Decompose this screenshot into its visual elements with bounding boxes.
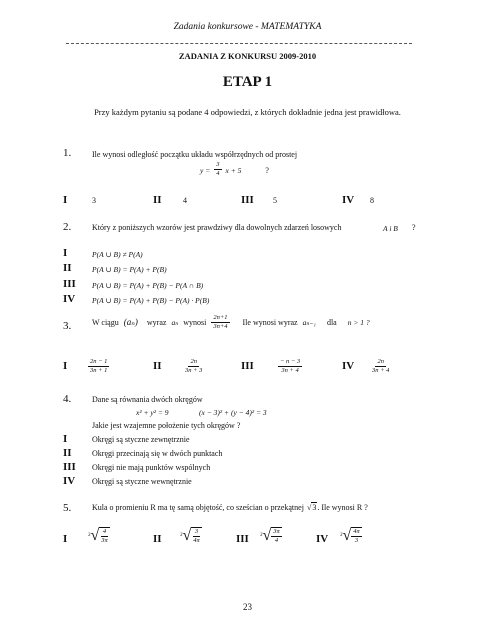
q2-answer-3: P(A ∪ B) = P(A) + P(B) − P(A ∩ B) (92, 281, 204, 290)
q1-fraction: $\frac{3}{4}$ (216, 160, 220, 177)
q5-roman-1: I (63, 533, 68, 545)
page-number: 23 (243, 602, 252, 612)
q2-question-mark: ? (412, 223, 416, 232)
q4-roman-2: II (63, 447, 72, 459)
q4-answer-4: Okręgi są styczne wewnętrznie (92, 477, 192, 486)
q2-answer-1: P(A ∪ B) ≠ P(A) (92, 250, 143, 259)
q5-answer-2: 3 √ $\frac{3}{4\pi}$ (180, 527, 200, 544)
q3-answer-4: $\frac{2n}{3n + 4}$ (372, 358, 390, 374)
q3-answer-1: $\frac{2n - 1}{3n + 1}$ (90, 358, 108, 374)
q3-text: W ciągu (aₙ) wyraz aₙ wynosi $\frac{2n+1}{3n+4}$ Ile wynosi wyraz aₙ₋₁ dla n > 1 ? (92, 314, 370, 330)
document-title: ZADANIA Z KONKURSU 2009-2010 (178, 51, 317, 61)
q3-answer-3: $\frac{- n - 3}{3n + 4}$ (280, 358, 301, 374)
q1-answer-1: 3 (92, 196, 96, 205)
q1-answer-4: 8 (370, 196, 374, 205)
q4-roman-4: IV (63, 475, 76, 487)
q5-answer-4: 3 √ $\frac{4\pi}{3}$ (340, 527, 360, 544)
q1-text: Ile wynosi odległość początku układu współrzędnych od prostej (92, 150, 298, 159)
q2-number: 2. (63, 221, 72, 233)
q2-roman-2: II (63, 262, 72, 274)
q2-answer-4: P(A ∪ B) = P(A) + P(B) − P(A) · P(B) (92, 296, 210, 305)
q1-roman-3: III (241, 194, 254, 206)
q5-roman-2: II (153, 533, 162, 545)
q4-text: Dane są równania dwóch okręgów (92, 395, 203, 404)
q2-roman-1: I (63, 247, 68, 259)
q3-answer-2: $\frac{2n}{3n + 3}$ (185, 358, 203, 374)
q1-roman-2: II (153, 194, 162, 206)
q1-roman-1: I (63, 194, 68, 206)
q4-roman-1: I (63, 433, 68, 445)
q4-question: Jakie jest wzajemne położenie tych okręgów ? (92, 421, 241, 430)
header-rule (66, 43, 412, 44)
q4-equation-2: (x − 3)² + (y − 4)² = 3 (199, 408, 267, 417)
q4-equation-1: x² + y² = 9 (136, 408, 169, 417)
q5-sqrt: √ 3 (306, 502, 317, 512)
q2-text: Który z poniższych wzorów jest prawdziwy dla dowolnych zdarzeń losowych (92, 223, 342, 232)
q1-answer-3: 5 (273, 196, 277, 205)
q5-roman-4: IV (316, 533, 329, 545)
q5-text: Kula o promieniu R ma tę samą objętość, co sześcian o przekątnej √ 3 . Ile wynosi R ? (92, 502, 368, 512)
q2-answer-2: P(A ∪ B) = P(A) + P(B) (92, 265, 167, 274)
instructions: Przy każdym pytaniu są podane 4 odpowiedzi, z których dokładnie jedna jest prawidłowa. (94, 107, 401, 117)
stage-title: ETAP 1 (222, 74, 273, 90)
q1-answer-2: 4 (183, 196, 187, 205)
q5-number: 5. (63, 502, 72, 514)
q4-answer-1: Okręgi są styczne zewnętrznie (92, 435, 190, 444)
q4-answer-2: Okręgi przecinają się w dwóch punktach (92, 449, 223, 458)
q2-variables: A i B (383, 224, 398, 233)
q5-roman-3: III (236, 533, 249, 545)
q5-answer-3: 3 √ $\frac{3\pi}{4}$ (260, 527, 280, 544)
q3-roman-3: III (241, 360, 254, 372)
q2-roman-4: IV (63, 293, 76, 305)
q4-number: 4. (63, 393, 72, 405)
q4-answer-3: Okręgi nie mają punktów wspólnych (92, 463, 211, 472)
q2-roman-3: III (63, 278, 76, 290)
q3-fraction: $\frac{2n+1}{3n+4}$ (213, 314, 228, 330)
q3-roman-1: I (63, 360, 68, 372)
q1-roman-4: IV (342, 194, 355, 206)
q3-number: 3. (63, 320, 72, 332)
q5-answer-1: 3 √ $\frac{4}{3\pi}$ (88, 527, 108, 544)
q3-roman-4: IV (342, 360, 355, 372)
q3-roman-2: II (153, 360, 162, 372)
q4-roman-3: III (63, 461, 76, 473)
q1-equation: y = $\frac{3}{4}$ x + 5 ? (200, 160, 269, 177)
q1-number: 1. (63, 147, 72, 159)
page-header: Zadania konkursowe - MATEMATYKA (173, 22, 322, 32)
